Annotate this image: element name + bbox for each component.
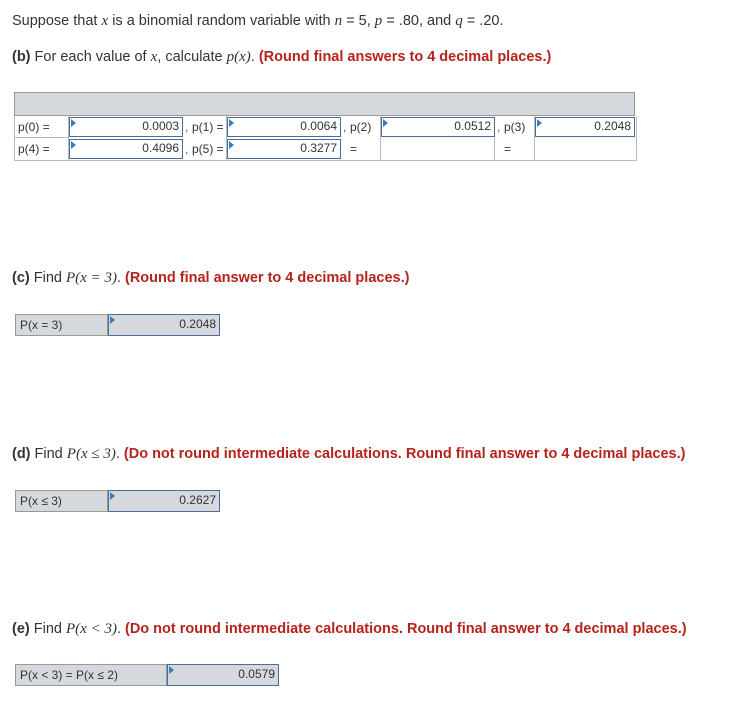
value-p0: 0.0003 bbox=[142, 119, 179, 133]
answer-flag-icon bbox=[229, 141, 234, 149]
cell-label-p4 bbox=[15, 138, 69, 160]
label-p0: p(0) = bbox=[18, 120, 50, 134]
part-d-expr: P(x ≤ 3) bbox=[66, 446, 116, 462]
value-p5: 0.3277 bbox=[300, 141, 337, 155]
value-p3: 0.2048 bbox=[594, 119, 631, 133]
answer-flag-icon bbox=[383, 119, 388, 127]
table-header bbox=[14, 92, 635, 116]
input-p4[interactable] bbox=[69, 139, 183, 159]
part-d-prompt bbox=[12, 446, 685, 463]
label-p2: p(2) = bbox=[350, 120, 372, 156]
p-value: = .80, and bbox=[382, 13, 456, 29]
part-d-text-1: Find bbox=[30, 446, 67, 462]
separator: , bbox=[497, 120, 501, 134]
part-d-label: (d) bbox=[12, 446, 31, 462]
part-b-text-3: . bbox=[250, 49, 259, 65]
part-e-text-2: . bbox=[116, 621, 125, 637]
intro-text-2: is a binomial random variable with bbox=[108, 13, 335, 29]
answer-flag-icon bbox=[110, 492, 115, 500]
part-e-label: (e) bbox=[12, 621, 30, 637]
part-d-answer-input[interactable] bbox=[108, 490, 220, 512]
part-b-label: (b) bbox=[12, 49, 31, 65]
part-d-text-2: . bbox=[115, 446, 124, 462]
part-e-answer bbox=[15, 664, 279, 686]
part-c-label: (c) bbox=[12, 270, 30, 286]
part-e-prompt bbox=[12, 621, 687, 638]
problem-statement bbox=[12, 13, 503, 30]
n-value: = 5, bbox=[342, 13, 375, 29]
part-e-instruction: (Do not round intermediate calculations. Round final answer to 4 decimal places.) bbox=[125, 621, 687, 637]
part-d-instruction: (Do not round intermediate calculations. Round final answer to 4 decimal places.) bbox=[123, 446, 686, 462]
var-q: q bbox=[455, 13, 463, 29]
value-p1: 0.0064 bbox=[300, 119, 337, 133]
empty-cell bbox=[341, 138, 381, 160]
part-e-text-1: Find bbox=[29, 621, 66, 637]
label-p3: p(3) = bbox=[504, 120, 526, 156]
pmf-answer-table bbox=[14, 92, 635, 161]
input-p1[interactable] bbox=[227, 117, 341, 137]
part-e-expr: P(x < 3) bbox=[66, 621, 117, 637]
q-value: = .20. bbox=[462, 13, 504, 29]
separator: , bbox=[343, 120, 347, 134]
separator: , bbox=[185, 120, 189, 134]
answer-flag-icon bbox=[110, 316, 115, 324]
part-e-answer-label: P(x < 3) = P(x ≤ 2) bbox=[15, 664, 167, 686]
part-c-text-1: Find bbox=[29, 270, 66, 286]
answer-flag-icon bbox=[537, 119, 542, 127]
part-c-answer-input[interactable] bbox=[108, 314, 220, 336]
cell-label-p3 bbox=[495, 116, 535, 156]
part-d-answer bbox=[15, 490, 220, 512]
input-p2[interactable] bbox=[381, 117, 495, 137]
intro-text-1: Suppose that bbox=[12, 13, 102, 29]
part-c-answer-value: 0.2048 bbox=[179, 317, 216, 331]
separator: , bbox=[185, 142, 189, 156]
cell-label-p1 bbox=[183, 116, 227, 138]
part-e-answer-value: 0.0579 bbox=[238, 667, 275, 681]
part-b-text-2: , calculate bbox=[157, 49, 227, 65]
var-p: p bbox=[374, 13, 383, 29]
cell-label-p0 bbox=[15, 116, 69, 138]
empty-cell bbox=[495, 138, 535, 160]
part-d-answer-label: P(x ≤ 3) bbox=[15, 490, 108, 512]
part-e-answer-input[interactable] bbox=[167, 664, 279, 686]
table-row bbox=[14, 138, 637, 161]
part-c-expr: P(x = 3) bbox=[66, 270, 117, 286]
cell-label-p5 bbox=[183, 138, 227, 160]
input-p3[interactable] bbox=[535, 117, 635, 137]
answer-flag-icon bbox=[71, 141, 76, 149]
cell-label-p2 bbox=[341, 116, 381, 156]
label-p4: p(4) = bbox=[18, 142, 50, 156]
part-b-text-1: For each value of bbox=[30, 49, 151, 65]
part-c-prompt bbox=[12, 270, 409, 287]
part-b-prompt bbox=[12, 49, 551, 66]
value-p4: 0.4096 bbox=[142, 141, 179, 155]
answer-flag-icon bbox=[169, 666, 174, 674]
part-c-answer bbox=[15, 314, 220, 336]
part-b-instruction: (Round final answers to 4 decimal places.) bbox=[258, 49, 552, 65]
input-p0[interactable] bbox=[69, 117, 183, 137]
var-n: n bbox=[334, 13, 343, 29]
part-d-answer-value: 0.2627 bbox=[179, 493, 216, 507]
answer-flag-icon bbox=[71, 119, 76, 127]
part-c-text-2: . bbox=[116, 270, 125, 286]
var-x: x bbox=[101, 13, 109, 29]
label-p5: p(5) = bbox=[192, 142, 224, 156]
label-p1: p(1) = bbox=[192, 120, 224, 134]
empty-cell bbox=[381, 138, 495, 160]
answer-flag-icon bbox=[229, 119, 234, 127]
part-c-answer-label: P(x = 3) bbox=[15, 314, 108, 336]
part-b-var-x: x bbox=[150, 49, 158, 65]
part-b-px: p(x) bbox=[226, 49, 251, 65]
input-p5[interactable] bbox=[227, 139, 341, 159]
part-c-instruction: (Round final answer to 4 decimal places.) bbox=[125, 270, 410, 286]
value-p2: 0.0512 bbox=[454, 119, 491, 133]
